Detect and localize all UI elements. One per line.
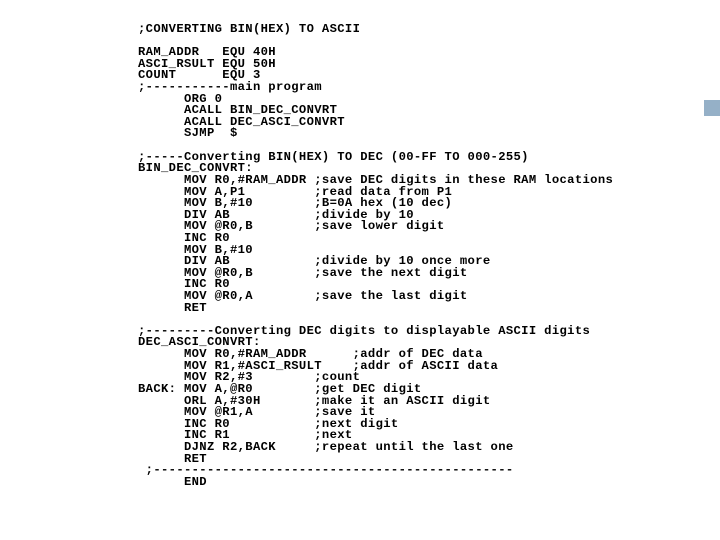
code-line: DIV AB ;divide by 10 — [138, 207, 414, 222]
code-line: MOV B,#10 — [138, 242, 253, 257]
code-line: MOV A,P1 ;read data from P1 — [138, 184, 453, 199]
code-line: ;-----------main program — [138, 80, 322, 95]
code-line: MOV B,#10 ;B=0A hex (10 dec) — [138, 196, 453, 211]
code-line: ASCI_RSULT EQU 50H — [138, 56, 276, 71]
code-line: BIN_DEC_CONVRT: — [138, 161, 253, 176]
code-line: DJNZ R2,BACK ;repeat until the last one — [138, 439, 514, 454]
code-line: MOV R2,#3 ;count — [138, 370, 361, 385]
code-line: ACALL BIN_DEC_CONVRT — [138, 103, 338, 118]
code-line: RAM_ADDR EQU 40H — [138, 45, 276, 60]
code-line: INC R0 ;next digit — [138, 416, 399, 431]
code-line: MOV @R0,B ;save the next digit — [138, 265, 468, 280]
code-line: ORL A,#30H ;make it an ASCII digit — [138, 393, 491, 408]
code-line: RET — [138, 300, 207, 315]
code-line: INC R1 ;next — [138, 428, 353, 443]
code-line: MOV R0,#RAM_ADDR ;save DEC digits in these RAM locations — [138, 172, 614, 187]
code-line: INC R0 — [138, 230, 230, 245]
code-line: ORG 0 — [138, 91, 223, 106]
code-line: COUNT EQU 3 — [138, 68, 261, 83]
code-line: MOV @R1,A ;save it — [138, 405, 376, 420]
code-line: ACALL DEC_ASCI_CONVRT — [138, 114, 345, 129]
assembly-code-listing — [138, 24, 613, 488]
code-line: SJMP $ — [138, 126, 238, 141]
code-line: MOV R1,#ASCI_RSULT ;addr of ASCII data — [138, 358, 499, 373]
code-line: MOV R0,#RAM_ADDR ;addr of DEC data — [138, 347, 483, 362]
code-line: END — [138, 474, 207, 489]
code-line: ;CONVERTING BIN(HEX) TO ASCII — [138, 22, 361, 36]
code-line: DEC_ASCI_CONVRT: — [138, 335, 261, 350]
accent-square — [704, 100, 720, 116]
code-line: ;---------Converting DEC digits to displayable ASCII digits — [138, 323, 591, 338]
code-line: MOV @R0,B ;save lower digit — [138, 219, 445, 234]
code-line: ;----------------------------------------------- — [138, 463, 514, 478]
code-line: MOV @R0,A ;save the last digit — [138, 289, 468, 304]
code-line: RET — [138, 451, 207, 466]
code-line: INC R0 — [138, 277, 230, 292]
code-line: ;-----Converting BIN(HEX) TO DEC (00-FF TO 000-255) — [138, 149, 529, 164]
code-line: DIV AB ;divide by 10 once more — [138, 254, 491, 269]
code-line: BACK: MOV A,@R0 ;get DEC digit — [138, 381, 422, 396]
